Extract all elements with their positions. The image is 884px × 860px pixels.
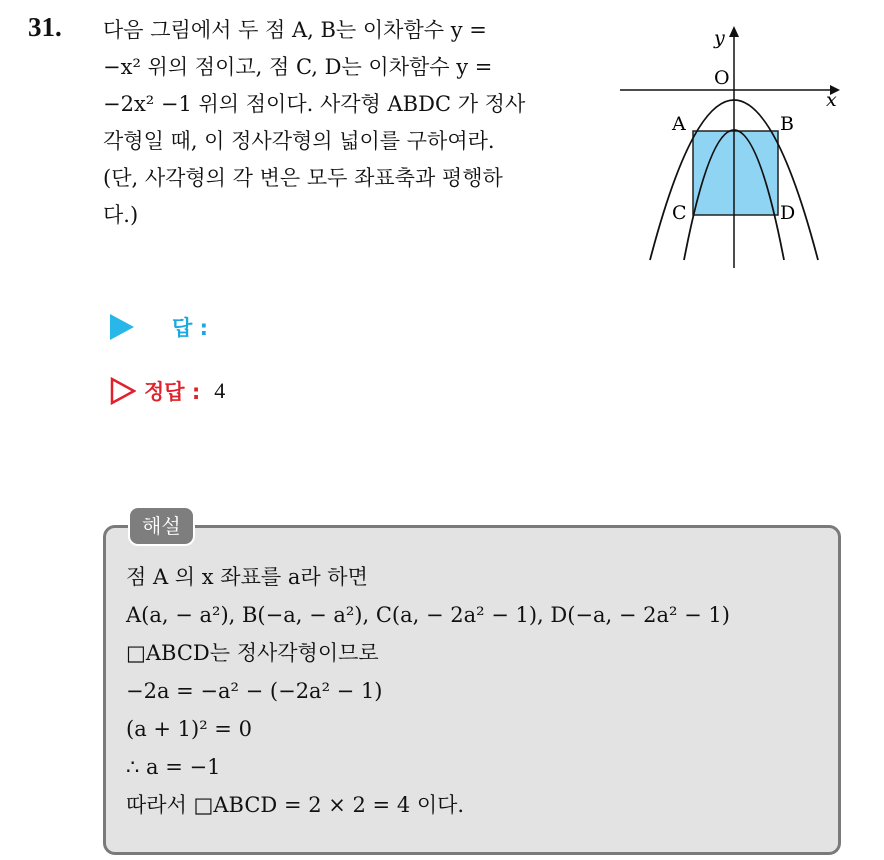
solution-line: □ABCD는 정사각형이므로 [126,641,379,665]
correct-answer-row [110,376,225,406]
parabola-figure [612,20,852,272]
answer-label: 답 : [172,316,208,340]
question-line: 각형일 때, 이 정사각형의 넓이를 구하여라. [103,129,495,153]
question-number: 31. [28,12,62,42]
question-text [103,12,598,234]
point-a-label: A [672,113,686,135]
axis-x-label: x [826,89,837,111]
solution-tab: 해설 [128,506,195,546]
solution-line: ∴ a = −1 [126,755,221,779]
point-d-label: D [780,202,796,224]
origin-label: O [714,67,730,89]
triangle-outline-icon [110,377,136,405]
question-line: (단, 사각형의 각 변은 모두 좌표축과 평행하 [103,166,503,190]
point-b-label: B [780,113,794,135]
point-c-label: C [672,202,687,224]
solution-line: (a + 1)² = 0 [126,717,252,741]
correct-answer-value: 4 [214,378,226,403]
solution-box [103,525,841,855]
answer-row [110,312,208,342]
solution-line: −2a = −a² − (−2a² − 1) [126,679,383,703]
solution-line: 따라서 □ABCD = 2 × 2 = 4 이다. [126,793,465,817]
question-line: 다.) [103,203,139,227]
question-line: −2x² −1 위의 점이다. 사각형 ABDC 가 정사 [103,92,526,116]
correct-answer-label: 정답 : [144,380,201,404]
question-line: −x² 위의 점이고, 점 C, D는 이차함수 y = [103,55,493,79]
axis-y-label: y [714,27,725,49]
triangle-filled-icon [110,314,134,340]
solution-line: 점 A 의 x 좌표를 a라 하면 [126,565,368,589]
question-line: 다음 그림에서 두 점 A, B는 이차함수 y = [103,18,487,42]
solution-line: A(a, − a²), B(−a, − a²), C(a, − 2a² − 1), D(−a, − 2a² − 1) [126,603,730,627]
y-axis-arrow-icon [729,26,739,37]
